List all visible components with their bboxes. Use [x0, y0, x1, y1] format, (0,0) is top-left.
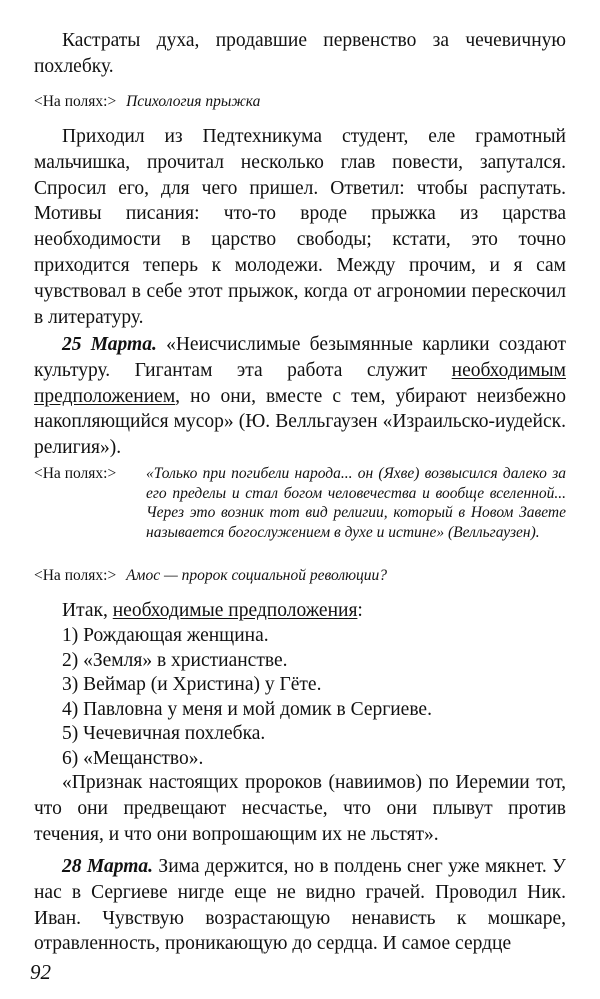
- margin-tag: <На полях:>: [34, 465, 117, 482]
- margin-note-psychology: [34, 92, 260, 112]
- paragraph-itak: [34, 598, 566, 624]
- list-item: 5) Чечевичная похлебка.: [62, 723, 266, 745]
- margin-text: «Только при погибели народа... он (Яхве) возвысился далеко за его пределы и стал богом человечества и вообще вселенной... Через это возник тот вид религии, который в Новом Завете называется богослужением в духе и истине» (Велльгаузен).: [146, 465, 566, 541]
- margin-tag: <На полях:>: [34, 567, 117, 584]
- itak-underlined: необходимые предположения: [112, 600, 358, 621]
- margin-tag: <На полях:>: [34, 93, 117, 110]
- entry-underlined: необходимым предположением: [34, 359, 566, 407]
- entry-text-a: «Неисчислимые безымянные карлики создают культуру. Гигантам эта работа служит: [34, 334, 566, 381]
- entry-march-25: [34, 332, 566, 461]
- list-item: 2) «Земля» в христианстве.: [62, 649, 288, 671]
- list-item: 3) Веймар (и Христина) у Гёте.: [62, 674, 322, 696]
- margin-text: Амос — пророк социальной революции?: [126, 567, 388, 584]
- page-number: 92: [30, 960, 51, 984]
- itak-suffix: :: [357, 600, 363, 621]
- margin-note-amos: [34, 566, 387, 586]
- paragraph-student: Приходил из Педтехникума студент, еле грамотный мальчишка, прочитал несколько глав повести, запутался. Спросил его, для чего пришел. Ответил: чтобы распутать. Мотивы писания: что-то вроде прыжка из царства необходимости в царство свободы; кстати, это точно приходится теперь к молодежи. Между прочим, и я сам чувствовал в себе этот прыжок, когда от агрономии перескочил в литературу.: [34, 126, 566, 328]
- paragraph-prophets: «Признак настоящих пророков (навиимов) по Иеремии тот, что они предвещают несчастье, что они плывут против течения, и что они вопрошающим их не льстят».: [34, 772, 566, 845]
- entry-text: Зима держится, но в полдень снег уже мякнет. У нас в Сергиеве нигде еще не видно грачей. Проводил Ник. Иван. Чувствую возрастающую ненависть к мошкаре, отравленность, проникающую до сердца. И самое сердце: [34, 856, 566, 955]
- entry-date: 28 Марта.: [62, 856, 154, 877]
- margin-text: Психология прыжка: [126, 93, 261, 110]
- entry-date: 25 Марта.: [62, 334, 157, 355]
- list-item: 1) Рождающая женщина.: [62, 625, 269, 646]
- entry-text-b: , но они, вместе с тем, убирают неизбежно накопляющийся мусор» (Ю. Велльгаузен «Израильско-иудейск. религия»).: [34, 385, 566, 459]
- assumptions-list: [62, 624, 432, 772]
- entry-march-28: [34, 854, 566, 957]
- list-item: 4) Павловна у меня и мой домик в Сергиеве.: [62, 698, 432, 720]
- paragraph-castrates: Кастраты духа, продавшие первенство за чечевичную похлебку.: [34, 30, 566, 77]
- itak-prefix: Итак,: [62, 600, 113, 621]
- list-item: 6) «Мещанство».: [62, 747, 204, 769]
